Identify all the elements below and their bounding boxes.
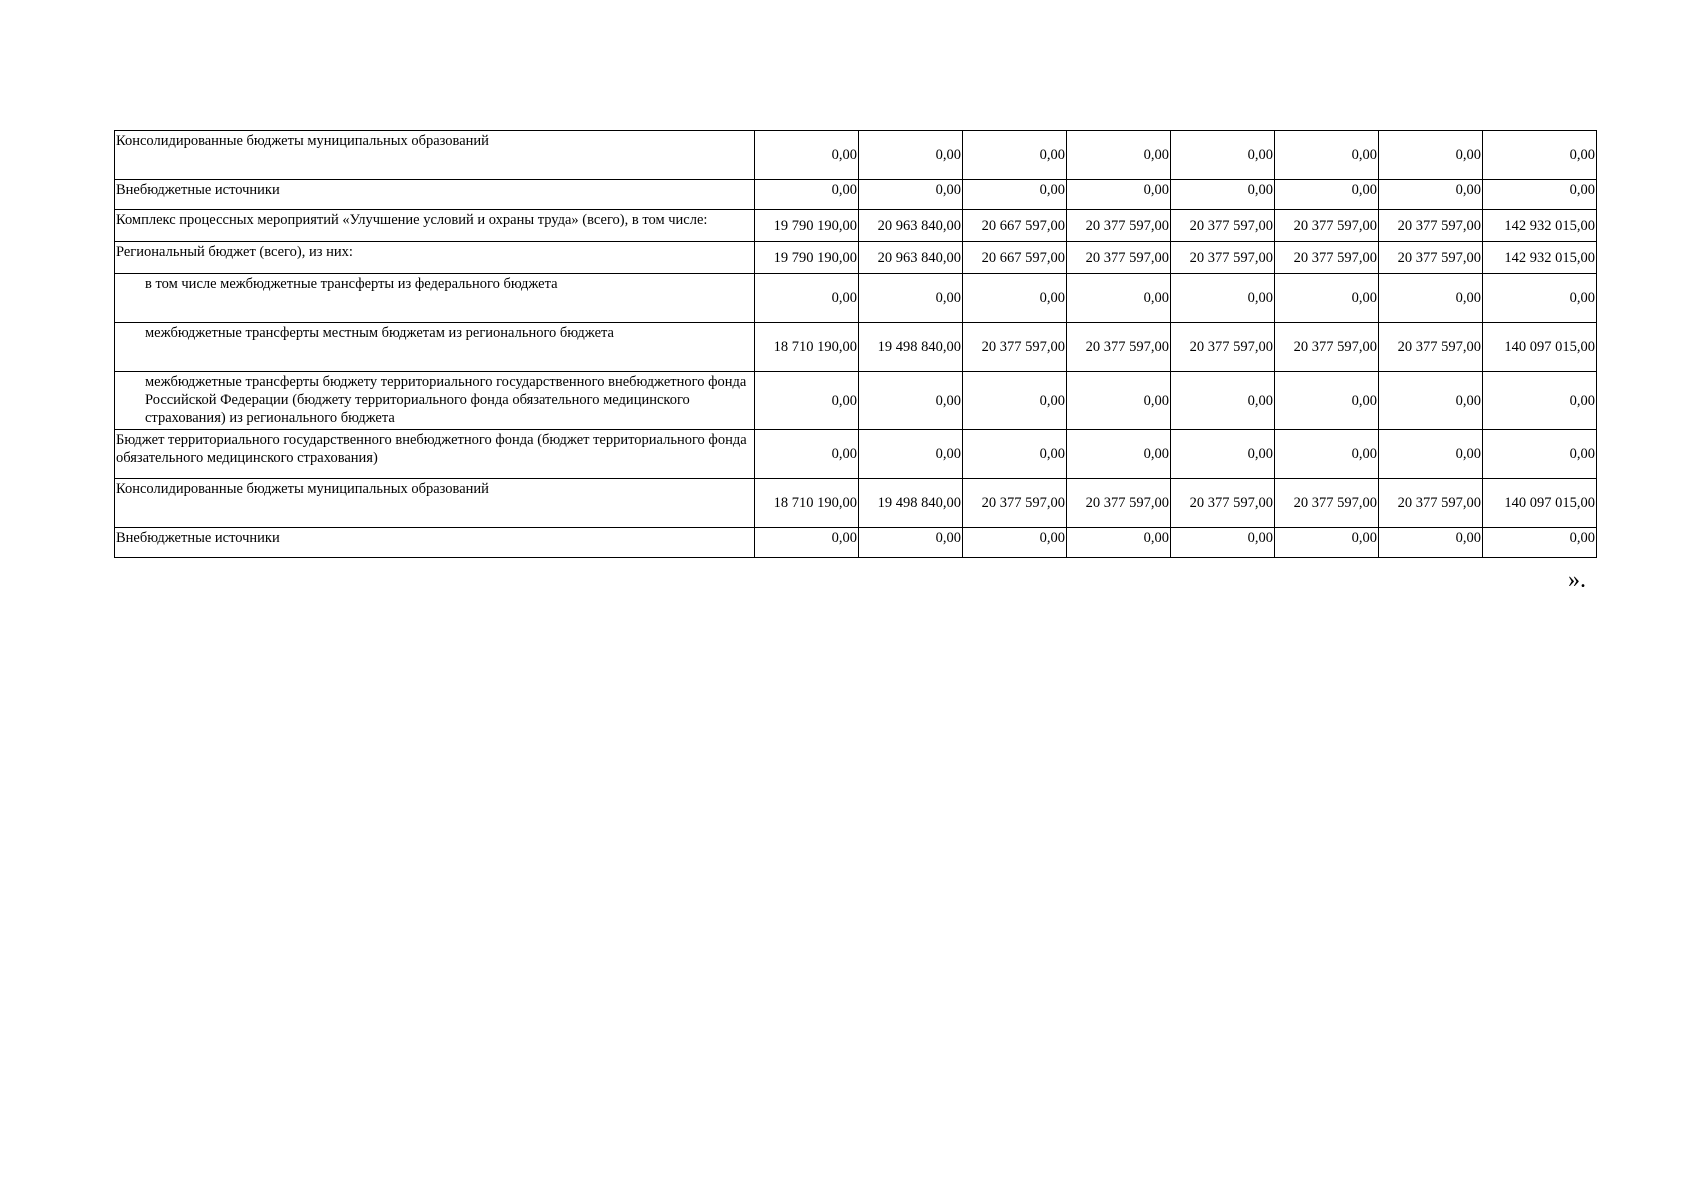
- value-cell: 19 790 190,00: [755, 210, 859, 242]
- value-cell: 0,00: [963, 528, 1067, 558]
- row-label: Внебюджетные источники: [115, 180, 755, 210]
- total-value-cell: 0,00: [1483, 528, 1597, 558]
- value-cell: 0,00: [755, 180, 859, 210]
- value-cell: 20 377 597,00: [1379, 210, 1483, 242]
- table-row: [115, 372, 1597, 430]
- value-cell: 20 377 597,00: [1275, 242, 1379, 274]
- value-cell: 0,00: [1379, 430, 1483, 479]
- table-row: [115, 528, 1597, 558]
- value-cell: 0,00: [755, 528, 859, 558]
- value-cell: 0,00: [1379, 274, 1483, 323]
- row-label: Комплекс процессных мероприятий «Улучшение условий и охраны труда» (всего), в том числе:: [115, 210, 755, 242]
- value-cell: 20 377 597,00: [1067, 242, 1171, 274]
- table-row: [115, 242, 1597, 274]
- row-label: межбюджетные трансферты местным бюджетам из регионального бюджета: [115, 323, 755, 372]
- row-label: в том числе межбюджетные трансферты из федерального бюджета: [115, 274, 755, 323]
- value-cell: 20 963 840,00: [859, 242, 963, 274]
- value-cell: 19 498 840,00: [859, 479, 963, 528]
- value-cell: 0,00: [963, 430, 1067, 479]
- value-cell: 0,00: [1171, 180, 1275, 210]
- value-cell: 0,00: [859, 180, 963, 210]
- value-cell: 0,00: [859, 274, 963, 323]
- value-cell: 0,00: [1171, 372, 1275, 430]
- table-row: [115, 323, 1597, 372]
- total-value-cell: 142 932 015,00: [1483, 242, 1597, 274]
- row-label: Консолидированные бюджеты муниципальных образований: [115, 131, 755, 180]
- value-cell: 0,00: [1067, 131, 1171, 180]
- value-cell: 20 377 597,00: [1067, 210, 1171, 242]
- value-cell: 20 667 597,00: [963, 210, 1067, 242]
- value-cell: 18 710 190,00: [755, 479, 859, 528]
- table-row: [115, 131, 1597, 180]
- value-cell: 20 377 597,00: [1379, 242, 1483, 274]
- value-cell: 0,00: [755, 131, 859, 180]
- value-cell: 0,00: [1171, 274, 1275, 323]
- closing-quote-mark: ».: [1568, 567, 1586, 593]
- total-value-cell: 0,00: [1483, 274, 1597, 323]
- value-cell: 20 377 597,00: [1379, 323, 1483, 372]
- total-value-cell: 140 097 015,00: [1483, 479, 1597, 528]
- total-value-cell: 140 097 015,00: [1483, 323, 1597, 372]
- value-cell: 0,00: [755, 430, 859, 479]
- value-cell: 20 377 597,00: [963, 479, 1067, 528]
- value-cell: 0,00: [1275, 528, 1379, 558]
- value-cell: 0,00: [1171, 528, 1275, 558]
- value-cell: 0,00: [859, 430, 963, 479]
- value-cell: 0,00: [1275, 131, 1379, 180]
- value-cell: 20 377 597,00: [1171, 479, 1275, 528]
- value-cell: 20 377 597,00: [1275, 323, 1379, 372]
- value-cell: 0,00: [1275, 372, 1379, 430]
- total-value-cell: 0,00: [1483, 180, 1597, 210]
- value-cell: 0,00: [963, 131, 1067, 180]
- value-cell: 20 377 597,00: [1275, 210, 1379, 242]
- value-cell: 20 377 597,00: [963, 323, 1067, 372]
- table-row: [115, 180, 1597, 210]
- value-cell: 0,00: [859, 528, 963, 558]
- value-cell: 0,00: [963, 180, 1067, 210]
- value-cell: 0,00: [1067, 430, 1171, 479]
- value-cell: 20 667 597,00: [963, 242, 1067, 274]
- row-label: Консолидированные бюджеты муниципальных образований: [115, 479, 755, 528]
- value-cell: 0,00: [755, 372, 859, 430]
- row-label: Бюджет территориального государственного внебюджетного фонда (бюджет территориального фонда обязательного медицинского страхования): [115, 430, 755, 479]
- value-cell: 20 377 597,00: [1067, 479, 1171, 528]
- value-cell: 0,00: [1379, 180, 1483, 210]
- table-row: [115, 210, 1597, 242]
- table-row: [115, 430, 1597, 479]
- total-value-cell: 0,00: [1483, 131, 1597, 180]
- value-cell: 0,00: [1379, 372, 1483, 430]
- value-cell: 0,00: [1171, 430, 1275, 479]
- value-cell: 0,00: [1275, 274, 1379, 323]
- budget-table: [114, 130, 1597, 558]
- value-cell: 20 377 597,00: [1171, 242, 1275, 274]
- value-cell: 20 377 597,00: [1171, 210, 1275, 242]
- value-cell: 0,00: [859, 131, 963, 180]
- value-cell: 20 377 597,00: [1171, 323, 1275, 372]
- value-cell: 0,00: [1067, 372, 1171, 430]
- total-value-cell: 142 932 015,00: [1483, 210, 1597, 242]
- value-cell: 0,00: [1067, 528, 1171, 558]
- value-cell: 0,00: [1275, 430, 1379, 479]
- value-cell: 0,00: [1067, 274, 1171, 323]
- total-value-cell: 0,00: [1483, 430, 1597, 479]
- value-cell: 0,00: [1379, 528, 1483, 558]
- table-body: [115, 131, 1597, 558]
- value-cell: 18 710 190,00: [755, 323, 859, 372]
- value-cell: 0,00: [1275, 180, 1379, 210]
- table-row: [115, 479, 1597, 528]
- row-label: Региональный бюджет (всего), из них:: [115, 242, 755, 274]
- total-value-cell: 0,00: [1483, 372, 1597, 430]
- value-cell: 0,00: [1067, 180, 1171, 210]
- value-cell: 20 963 840,00: [859, 210, 963, 242]
- value-cell: 19 790 190,00: [755, 242, 859, 274]
- value-cell: 0,00: [755, 274, 859, 323]
- value-cell: 0,00: [859, 372, 963, 430]
- row-label: Внебюджетные источники: [115, 528, 755, 558]
- value-cell: 0,00: [1379, 131, 1483, 180]
- value-cell: 0,00: [963, 274, 1067, 323]
- value-cell: 20 377 597,00: [1379, 479, 1483, 528]
- value-cell: 0,00: [1171, 131, 1275, 180]
- value-cell: 19 498 840,00: [859, 323, 963, 372]
- value-cell: 20 377 597,00: [1275, 479, 1379, 528]
- row-label: межбюджетные трансферты бюджету территориального государственного внебюджетного фонда Российской Федерации (бюджету территориального фонда обязательного медицинского страхования) из регионального бюджета: [115, 372, 755, 430]
- table-row: [115, 274, 1597, 323]
- value-cell: 0,00: [963, 372, 1067, 430]
- value-cell: 20 377 597,00: [1067, 323, 1171, 372]
